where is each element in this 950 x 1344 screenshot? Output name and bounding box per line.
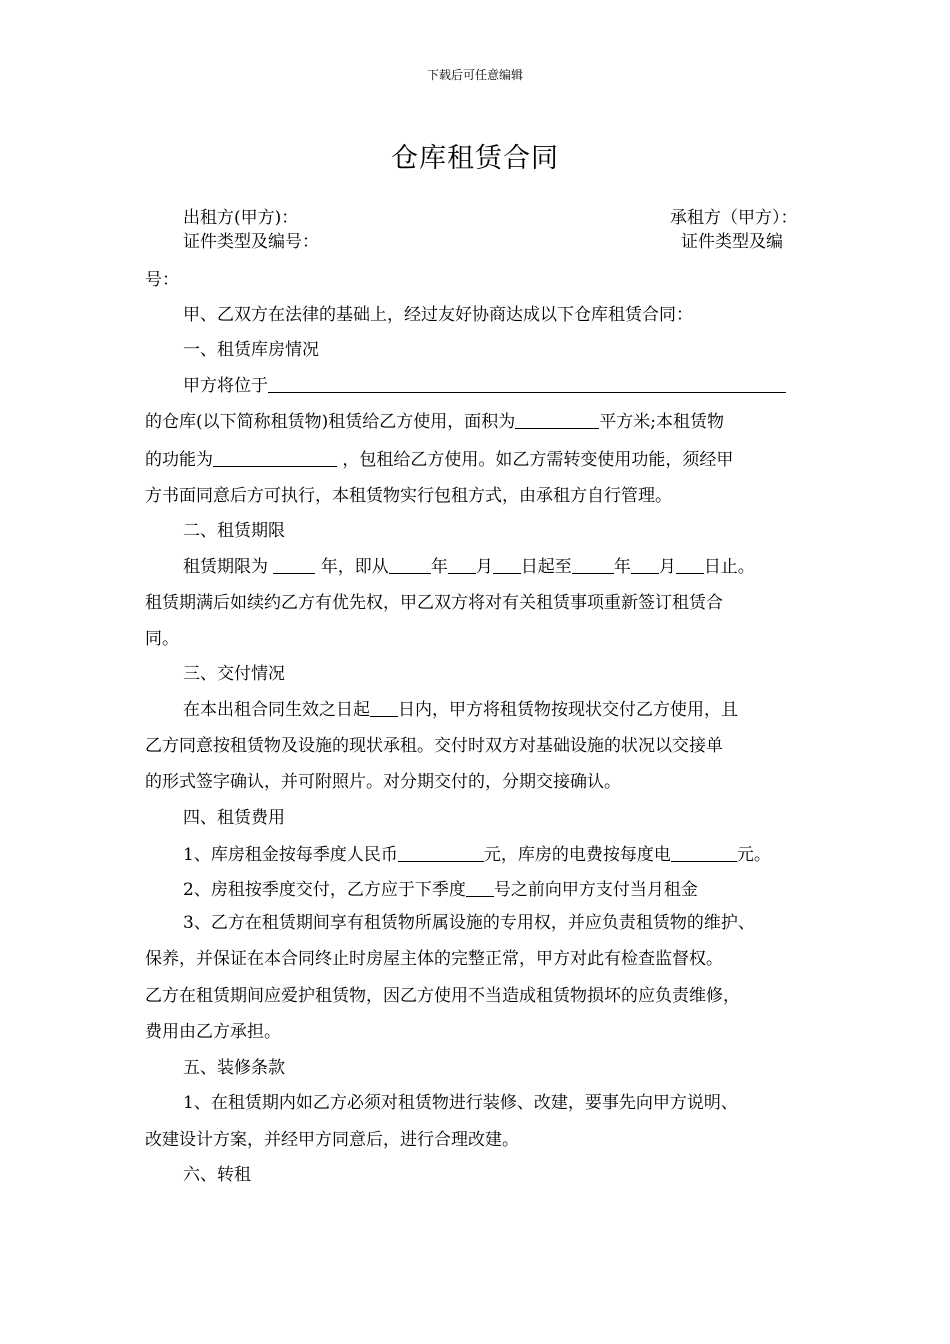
area-blank [515, 410, 599, 429]
section-1-heading: 一、租赁库房情况 [183, 340, 319, 360]
s1-line-1 [183, 374, 786, 397]
s4-item-2 [183, 878, 698, 901]
term-text: 租赁期限为 [183, 557, 274, 577]
s5-item-1-line-1: 1、在租赁期内如乙方必须对租赁物进行装修、改建，要事先向甲方说明、 [183, 1093, 738, 1113]
s1-line-4: 方书面同意后方可执行，本租赁物实行包租方式，由承租方自行管理。 [145, 486, 672, 506]
contract-title: 仓库租赁合同 [391, 143, 559, 174]
section-6-heading: 六、转租 [183, 1165, 251, 1185]
payment-rest-text: 号之前向甲方支付当月租金 [493, 880, 698, 900]
s4-item-3-line-3: 乙方在租赁期间应爱护租赁物，因乙方使用不当造成租赁物损坏的应负责维修， [145, 986, 740, 1006]
electricity-text: 元，库房的电费按每度电 [483, 845, 671, 865]
lessee-id-label-wrap: 号： [145, 270, 179, 290]
section-2-heading: 二、租赁期限 [183, 521, 285, 541]
payment-day-blank [466, 878, 494, 897]
s1-area-text: 的仓库(以下简称租赁物)租赁给乙方使用，面积为 [145, 412, 516, 432]
s4-item-1 [183, 843, 771, 866]
delivery-days-blank [370, 698, 398, 717]
s4-item-3-line-1: 3、乙方在租赁期间享有租赁物所属设施的专用权，并应负责租赁物的维护、 [183, 913, 755, 933]
lessee-label: 承租方（甲方）： [670, 208, 798, 228]
s1-location-text: 甲方将位于 [183, 376, 268, 396]
year-text: 年 [430, 557, 448, 577]
s3-line-2: 乙方同意按租赁物及设施的现状承租。交付时双方对基础设施的状况以交接单 [145, 736, 723, 756]
start-month-blank [448, 555, 476, 574]
s4-item-3-line-4: 费用由乙方承担。 [145, 1022, 281, 1042]
day-to-text: 日起至 [520, 557, 572, 577]
section-4-heading: 四、租赁费用 [183, 808, 285, 828]
payment-text: 2、房租按季度交付，乙方应于下季度 [183, 880, 466, 900]
start-day-blank [493, 555, 521, 574]
lessee-id-label: 证件类型及编 [681, 232, 783, 252]
s3-text-b: 日内，甲方将租赁物按现状交付乙方使用，且 [398, 700, 738, 720]
function-blank [213, 448, 337, 467]
end-month-text: 月 [658, 557, 676, 577]
s3-line-3: 的形式签字确认，并可附照片。对分期交付的，分期交接确认。 [145, 772, 621, 792]
s2-line-3: 同。 [145, 629, 179, 649]
end-day-blank [676, 555, 704, 574]
lessor-label: 出租方(甲方)： [183, 208, 299, 228]
month-text: 月 [475, 557, 493, 577]
term-years-blank [273, 555, 315, 574]
s1-function-rest-text: ，包租给乙方使用。如乙方需转变使用功能，须经甲 [337, 450, 734, 470]
intro-paragraph: 甲、乙双方在法律的基础上，经过友好协商达成以下仓库租赁合同： [183, 305, 693, 325]
lessor-id-label: 证件类型及编号： [183, 232, 319, 252]
location-blank [268, 374, 786, 393]
s2-term-line [183, 555, 755, 578]
term-from-text: 年，即从 [315, 557, 389, 577]
end-day-text: 日止。 [703, 557, 755, 577]
section-5-heading: 五、装修条款 [183, 1058, 285, 1078]
yuan-text: 元。 [736, 845, 771, 865]
rent-text: 1、库房租金按每季度人民币 [183, 845, 398, 865]
s3-text-a: 在本出租合同生效之日起 [183, 700, 370, 720]
s1-line-2 [145, 410, 724, 433]
s4-item-3-line-2: 保养，并保证在本合同终止时房屋主体的完整正常，甲方对此有检查监督权。 [145, 949, 723, 969]
s1-area-unit-text: 平方米;本租赁物 [599, 412, 724, 432]
electricity-rate-blank [671, 843, 737, 862]
s5-item-1-line-2: 改建设计方案，并经甲方同意后，进行合理改建。 [145, 1130, 519, 1150]
start-year-blank [389, 555, 431, 574]
s1-line-3 [145, 448, 733, 471]
s1-function-text: 的功能为 [145, 450, 213, 470]
end-year-text: 年 [613, 557, 631, 577]
header-note: 下载后可任意编辑 [426, 68, 523, 82]
rent-amount-blank [398, 843, 484, 862]
s3-line-1 [183, 698, 738, 721]
section-3-heading: 三、交付情况 [183, 664, 285, 684]
end-year-blank [572, 555, 614, 574]
s2-line-2: 租赁期满后如续约乙方有优先权，甲乙双方将对有关租赁事项重新签订租赁合 [145, 593, 723, 613]
end-month-blank [631, 555, 659, 574]
